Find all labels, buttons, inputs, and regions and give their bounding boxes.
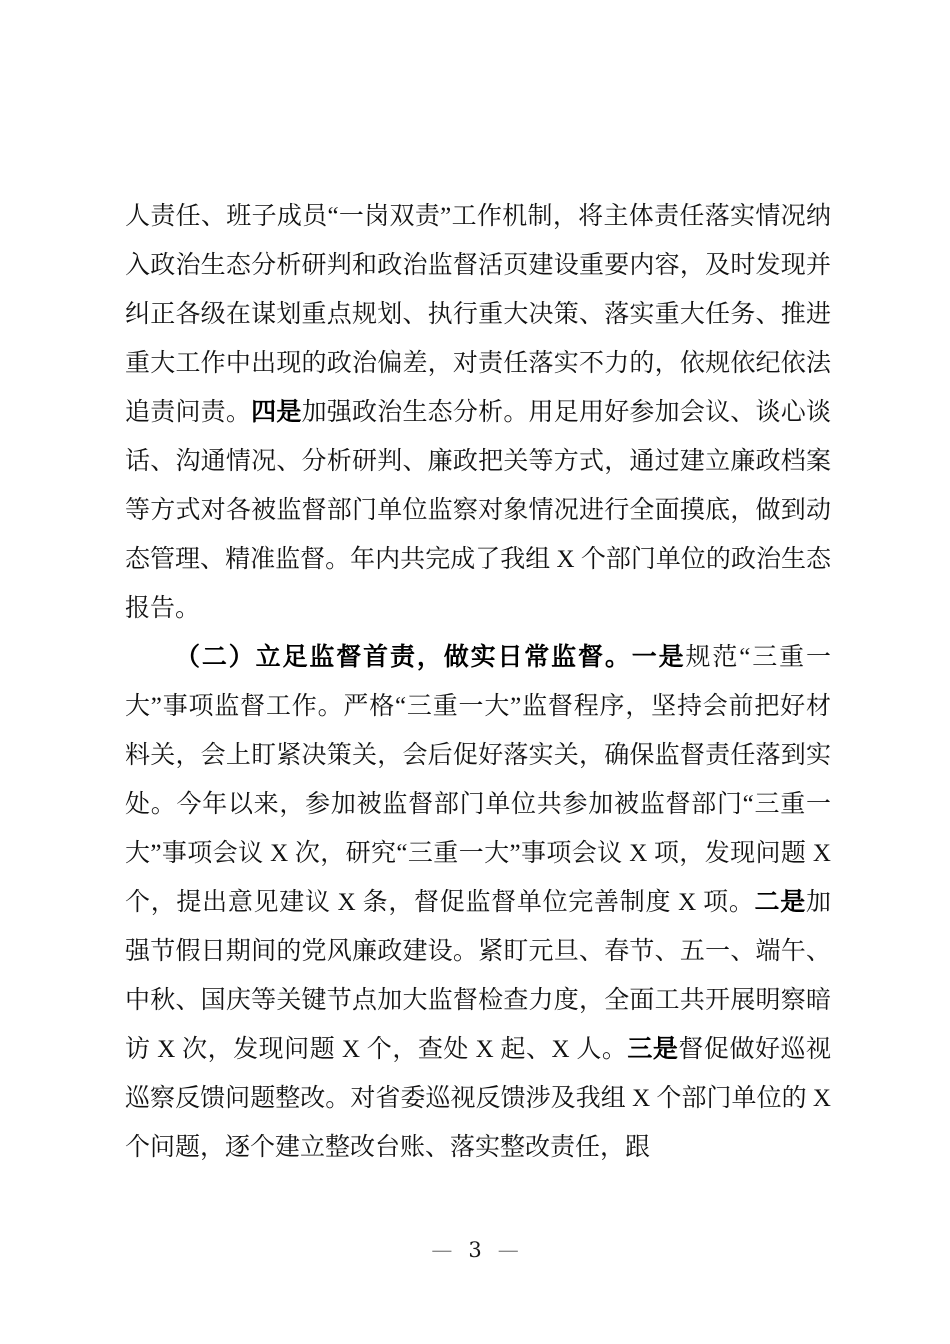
text-segment-bold: 二是	[754, 889, 806, 916]
paragraph	[125, 192, 831, 633]
text-segment: 人责任、班子成员“一岗双责”工作机制，将主体责任落实情况纳入政治生态分析研判和政治监督活页建设重要内容，及时发现并纠正各级在谋划重点规划、执行重大决策、落实重大任务、推进重大工作中出现的政治偏差，对责任落实不力的，依规依纪依法追责问责。	[125, 203, 831, 426]
text-segment: 加强节假日期间的党风廉政建设。紧盯元旦、春节、五一、端午、中秋、国庆等关键节点加大监督检查力度，全面工共开展明察暗访 X 次，发现问题 X 个，查处 X 起、X 人。	[125, 889, 831, 1063]
footer-dash-right: —	[497, 1238, 519, 1262]
text-segment: 督促做好巡视巡察反馈问题整改。对省委巡视反馈涉及我组 X 个部门单位的 X 个问题，逐个建立整改台账、落实整改责任，跟	[125, 1036, 831, 1161]
page-footer	[0, 1236, 950, 1264]
section-heading-bold: （二）立足监督首责，做实日常监督。一是	[175, 644, 686, 671]
document-body	[125, 192, 831, 1172]
paragraph	[125, 633, 831, 1172]
text-segment: 加强政治生态分析。用足用好参加会议、谈心谈话、沟通情况、分析研判、廉政把关等方式，通过建立廉政档案等方式对各被监督部门单位监察对象情况进行全面摸底，做到动态管理、精准监督。年内共完成了我组 X 个部门单位的政治生态报告。	[125, 399, 831, 622]
text-segment: 规范“三重一大”事项监督工作。严格“三重一大”监督程序，坚持会前把好材料关，会上盯紧决策关，会后促好落实关，确保监督责任落到实处。今年以来，参加被监督部门单位共参加被监督部门“三重一大”事项会议 X 次，研究“三重一大”事项会议 X 项，发现问题 X 个，提出意见建议 X 条，督促监督单位完善制度 X 项。	[125, 644, 831, 916]
text-segment-bold: 四是	[251, 399, 302, 426]
footer-dash-left: —	[431, 1238, 453, 1262]
text-segment-bold: 三是	[627, 1036, 679, 1063]
page-number: 3	[468, 1238, 482, 1262]
